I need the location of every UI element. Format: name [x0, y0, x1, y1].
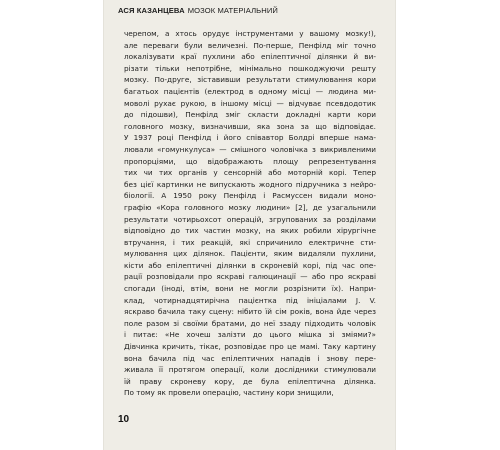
text-line: але переваги були величезні. По-перше, Пенфілд міг точно	[124, 40, 376, 50]
body-text	[124, 28, 376, 399]
text-line: пропорціями, що відображають площу репрезентування	[124, 156, 376, 166]
text-line: головного мозку, визначивши, яка зона за що відповідає.	[124, 121, 376, 131]
text-line: клад, чотирнадцятирічна пацієнтка під ініціалами J. V.	[124, 295, 376, 305]
text-line: У 1937 році Пенфілд і його співавтор Болдрі вперше нама-	[124, 133, 376, 143]
text-line: відповідно до тих частин мозку, на яких робили хірургічне	[124, 226, 376, 236]
text-line: яскраво бачила таку сцену: нібито їй сім років, вона йде через	[124, 307, 376, 317]
text-line: мозку. По-друге, зіставивши результати стимулювання кори	[124, 75, 376, 85]
text-line: багатьох пацієнтів (електрод в одному місці — людина ми-	[124, 86, 376, 96]
text-line: моволі рухає рукою, в іншому місці — відчуває псевдодотик	[124, 98, 376, 108]
book-page	[104, 0, 395, 450]
text-line: спогади (іноді, втім, вони не могли розрізнити їх). Напри-	[124, 284, 376, 294]
text-line: По тому як провели операцію, частину кори знищили,	[124, 388, 334, 398]
text-line: тих чи тих органів у сенсорній або моторній корі. Тепер	[124, 168, 376, 178]
header-author: АСЯ КАЗАНЦЕВА	[118, 6, 185, 15]
text-line: поле разом зі своїми братами, до неї ззаду підходить чоловік	[124, 318, 376, 328]
header-book-title: МОЗОК МАТЕРІАЛЬНИЙ	[187, 6, 278, 15]
text-line: без цієї картинки не випускають жодного підручника з нейро-	[124, 179, 376, 189]
text-line: локалізувати краї пухлини або епілептичної ділянки й ви-	[124, 52, 376, 62]
text-line: різати тільки непотрібне, мінімально пошкоджуючи решту	[124, 63, 376, 73]
text-line: втручання, і тих реакцій, які спричинило електричне сти-	[124, 237, 376, 247]
text-line: біології. А 1950 року Пенфілд і Расмуссен видали моно-	[124, 191, 376, 201]
text-line: Дівчинка кричить, тікає, розповідає про це мамі. Таку картину	[124, 342, 376, 352]
text-line: кісти або епілептичні ділянки в скроневій корі, під час опе-	[124, 260, 376, 270]
text-line: рації розповідали про яскраві галюцинації — або про яскраві	[124, 272, 376, 282]
text-line: лювали «гомункулуса» — смішного чоловічка з викривленими	[124, 144, 376, 154]
running-header	[118, 6, 278, 15]
text-line: графію «Кора головного мозку людини» [2], де узагальнили	[124, 202, 376, 212]
text-line: їй праву скроневу кору, де була епілептична ділянка.	[124, 376, 376, 386]
text-line: черепом, а хтось орудує інструментами у вашому мозку!),	[124, 29, 376, 38]
page-number: 10	[118, 414, 130, 425]
text-line: живала її протягом операції, коли дослідники стимулювали	[124, 365, 376, 375]
text-line: до підошви), Пенфілд зміг скласти докладні карти кори	[124, 110, 376, 120]
text-line: мулювання цих ділянок. Пацієнти, яким видаляли пухлини,	[124, 249, 376, 259]
text-line: результати чотирьохсот операцій, згрупованих за розділами	[124, 214, 376, 224]
text-line: і питає: «Не хочеш залізти до цього мішка зі зміями?»	[124, 330, 376, 340]
text-line: вона бачила під час епілептичних нападів і знову пере-	[124, 353, 376, 363]
